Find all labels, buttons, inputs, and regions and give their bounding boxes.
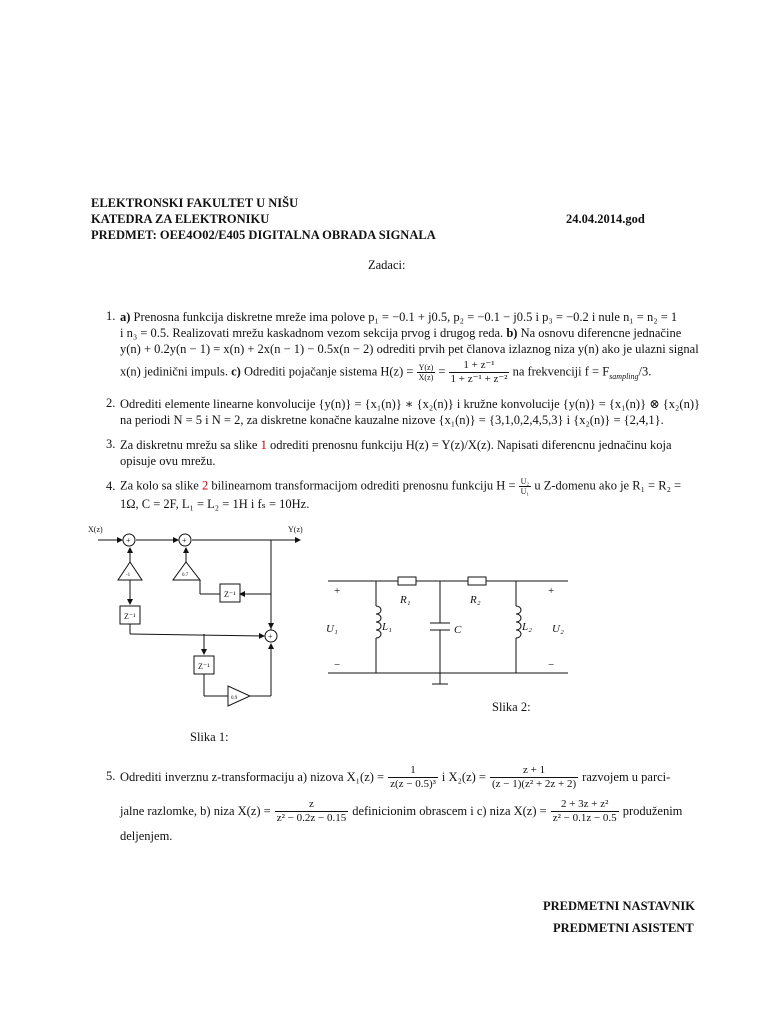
task-4-line-1a: Za kolo sa slike <box>120 478 199 493</box>
task-1-line-2b: Na osnovu diferencne jednačine <box>520 326 682 340</box>
task-5-line-2c: produženim <box>622 804 683 818</box>
fig1-delay-3: Z⁻¹ <box>198 662 210 671</box>
task-3-line-1a: Za diskretnu mrežu sa slike <box>120 438 258 452</box>
task-1-line-4c: na frekvenciji f = F <box>512 364 610 379</box>
task-5-line-1c: razvojem u parci- <box>582 770 671 784</box>
task-1-line-3: y(n) + 0.2y(n − 1) = x(n) + 2x(n − 1) − 0.5x(n − 2) odrediti prvih pet članova izlaznog niza y(n) ako je ulazni signal <box>120 342 699 356</box>
task-4-line-2: 1Ω, C = 2F, L₁ = L₂ = 1H i fₛ = 10Hz. <box>120 497 310 511</box>
task-5-line-1a: Odrediti inverznu z-transformaciju a) nizova X₁(z) = <box>120 770 385 784</box>
task-2-line-1: Odrediti elemente linearne konvolucije {y(n)} = {x₁(n)} ∗ {x₂(n)} i kružne konvolucije {y(n)} = {x₁(n)} ⊗ {x₂(n)} <box>120 397 700 411</box>
fig1-sum-3: + <box>268 632 273 641</box>
task-3-figure-ref[interactable]: 1 <box>260 438 267 452</box>
task-1-line-4b: Odrediti pojačanje sistema H(z) = <box>243 364 414 379</box>
task-3-number: 3. <box>106 437 116 451</box>
teacher-signature-label: PREDMETNI NASTAVNIK <box>543 899 695 913</box>
department-name: KATEDRA ZA ELEKTRONIKU <box>91 212 270 226</box>
page-title: Zadaci: <box>368 258 406 272</box>
fig2-u2-label: U₂ <box>552 623 564 635</box>
fig1-gain-b: 0.7 <box>182 573 189 578</box>
task-2-number: 2. <box>106 396 116 410</box>
task-5-line-3: deljenjem. <box>120 829 173 843</box>
task-5-line-1b: i X₂(z) = <box>441 770 486 784</box>
figure-1-block-diagram <box>88 520 310 710</box>
task-1 <box>120 309 700 386</box>
task-5-fraction-x-c: $\frac{\text{2 + 3z + z²}}{\text{z² − 0.1z − 0.5}}$ <box>552 797 617 824</box>
task-1-sampling-sub: sampling <box>609 371 639 381</box>
fig1-sum-2: + <box>182 536 187 545</box>
exam-date: 24.04.2014.god <box>566 212 645 226</box>
figure-2-circuit <box>318 570 578 690</box>
task-1-part-c: c) <box>231 364 241 379</box>
task-4-line-1b: bilinearnom transformacijom odrediti prenosnu funkciju H = <box>211 478 516 493</box>
task-3 <box>120 437 700 469</box>
task-5-fraction-x2: $\frac{z + 1}{\text{(z − 1)(z² + 2z + 2)}}$ <box>491 763 577 790</box>
task-3-line-2: opisuje ovu mrežu. <box>120 454 216 468</box>
task-5-fraction-x1: $\frac{1}{\text{z(z − 0.5)³}}$ <box>390 763 436 790</box>
fig2-c-label: C <box>454 624 462 636</box>
task-1-line-4a: x(n) jedinični impuls. <box>120 364 228 379</box>
fig1-input-label: X(z) <box>88 525 103 534</box>
fig2-plus-left: + <box>334 585 341 597</box>
task-1-fraction-h: $\frac{\text{1 + z⁻¹}}{\text{1 + z⁻¹ + z⁻²}}$ <box>450 359 508 385</box>
fig2-l1-label: L₁ <box>382 621 392 633</box>
task-4-fraction: $\frac{\text{U₂}}{\text{U₁}}$ <box>520 477 530 496</box>
fig2-u1-label: U₁ <box>326 623 338 635</box>
task-3-line-1b: odrediti prenosnu funkciju H(z) = Y(z)/X(z). Napisati diferencnu jednačinu koja <box>269 438 672 452</box>
fig2-r2-label: R₂ <box>470 594 481 606</box>
fig1-gain-a: -1 <box>126 573 131 578</box>
figure-1-caption: Slika 1: <box>190 730 229 744</box>
task-1-part-a: a) <box>120 310 131 324</box>
fig1-delay-2: Z⁻¹ <box>124 612 136 621</box>
task-4 <box>120 477 700 512</box>
task-4-number: 4. <box>106 479 116 493</box>
figure-2-caption: Slika 2: <box>492 700 531 714</box>
task-1-line-1: Prenosna funkcija diskretne mreže ima polove p₁ = −0.1 + j0.5, p₂ = −0.1 − j0.5 i p₃ = −0.2 i nule n₁ = n₂ = 1 <box>133 310 678 324</box>
fig1-delay-1: Z⁻¹ <box>224 590 236 599</box>
fig2-r1-label: R₁ <box>400 594 411 606</box>
task-5-number: 5. <box>106 769 116 783</box>
fig2-minus-right: − <box>548 659 555 671</box>
subject-name: PREDMET: OEE4O02/E405 DIGITALNA OBRADA SIGNALA <box>91 228 436 242</box>
task-1-part-b: b) <box>506 326 518 340</box>
fig1-output-label: Y(z) <box>288 525 303 534</box>
task-1-number: 1. <box>106 309 116 323</box>
task-2 <box>120 396 700 428</box>
task-1-equals: = <box>438 364 446 379</box>
task-5-fraction-x-b: $\frac{z}{\text{z² − 0.2z − 0.15}}$ <box>276 797 347 824</box>
task-5 <box>120 760 700 844</box>
fig2-plus-right: + <box>548 585 555 597</box>
fig1-sum-1: + <box>126 536 131 545</box>
fig2-l2-label: L₂ <box>522 621 532 633</box>
task-1-line-4d: /3. <box>638 364 652 379</box>
task-2-line-2: na periodi N = 5 i N = 2, za diskretne konačne kauzalne nizove {x₁(n)} = {3,1,0,2,4,5,3} i {x₂(n)} = {2,4,1}. <box>120 413 664 427</box>
task-1-line-2a: i n₃ = 0.5. Realizovati mrežu kaskadnom vezom sekcija prvog i drugog reda. <box>120 326 504 340</box>
task-5-line-2b: definicionim obrascem i c) niza X(z) = <box>352 804 547 818</box>
assistant-signature-label: PREDMETNI ASISTENT <box>553 921 694 935</box>
task-1-fraction-yx: $\frac{Y(z)}{X(z)}$ <box>418 363 434 382</box>
fig1-gain-c: 0.9 <box>231 696 238 701</box>
fig2-minus-left: − <box>334 659 341 671</box>
task-4-line-1c: u Z-domenu ako je R₁ = R₂ = <box>534 478 682 493</box>
task-5-line-2a: jalne razlomke, b) niza X(z) = <box>120 804 271 818</box>
faculty-name: ELEKTRONSKI FAKULTET U NIŠU <box>91 196 299 210</box>
task-4-figure-ref[interactable]: 2 <box>201 478 209 493</box>
